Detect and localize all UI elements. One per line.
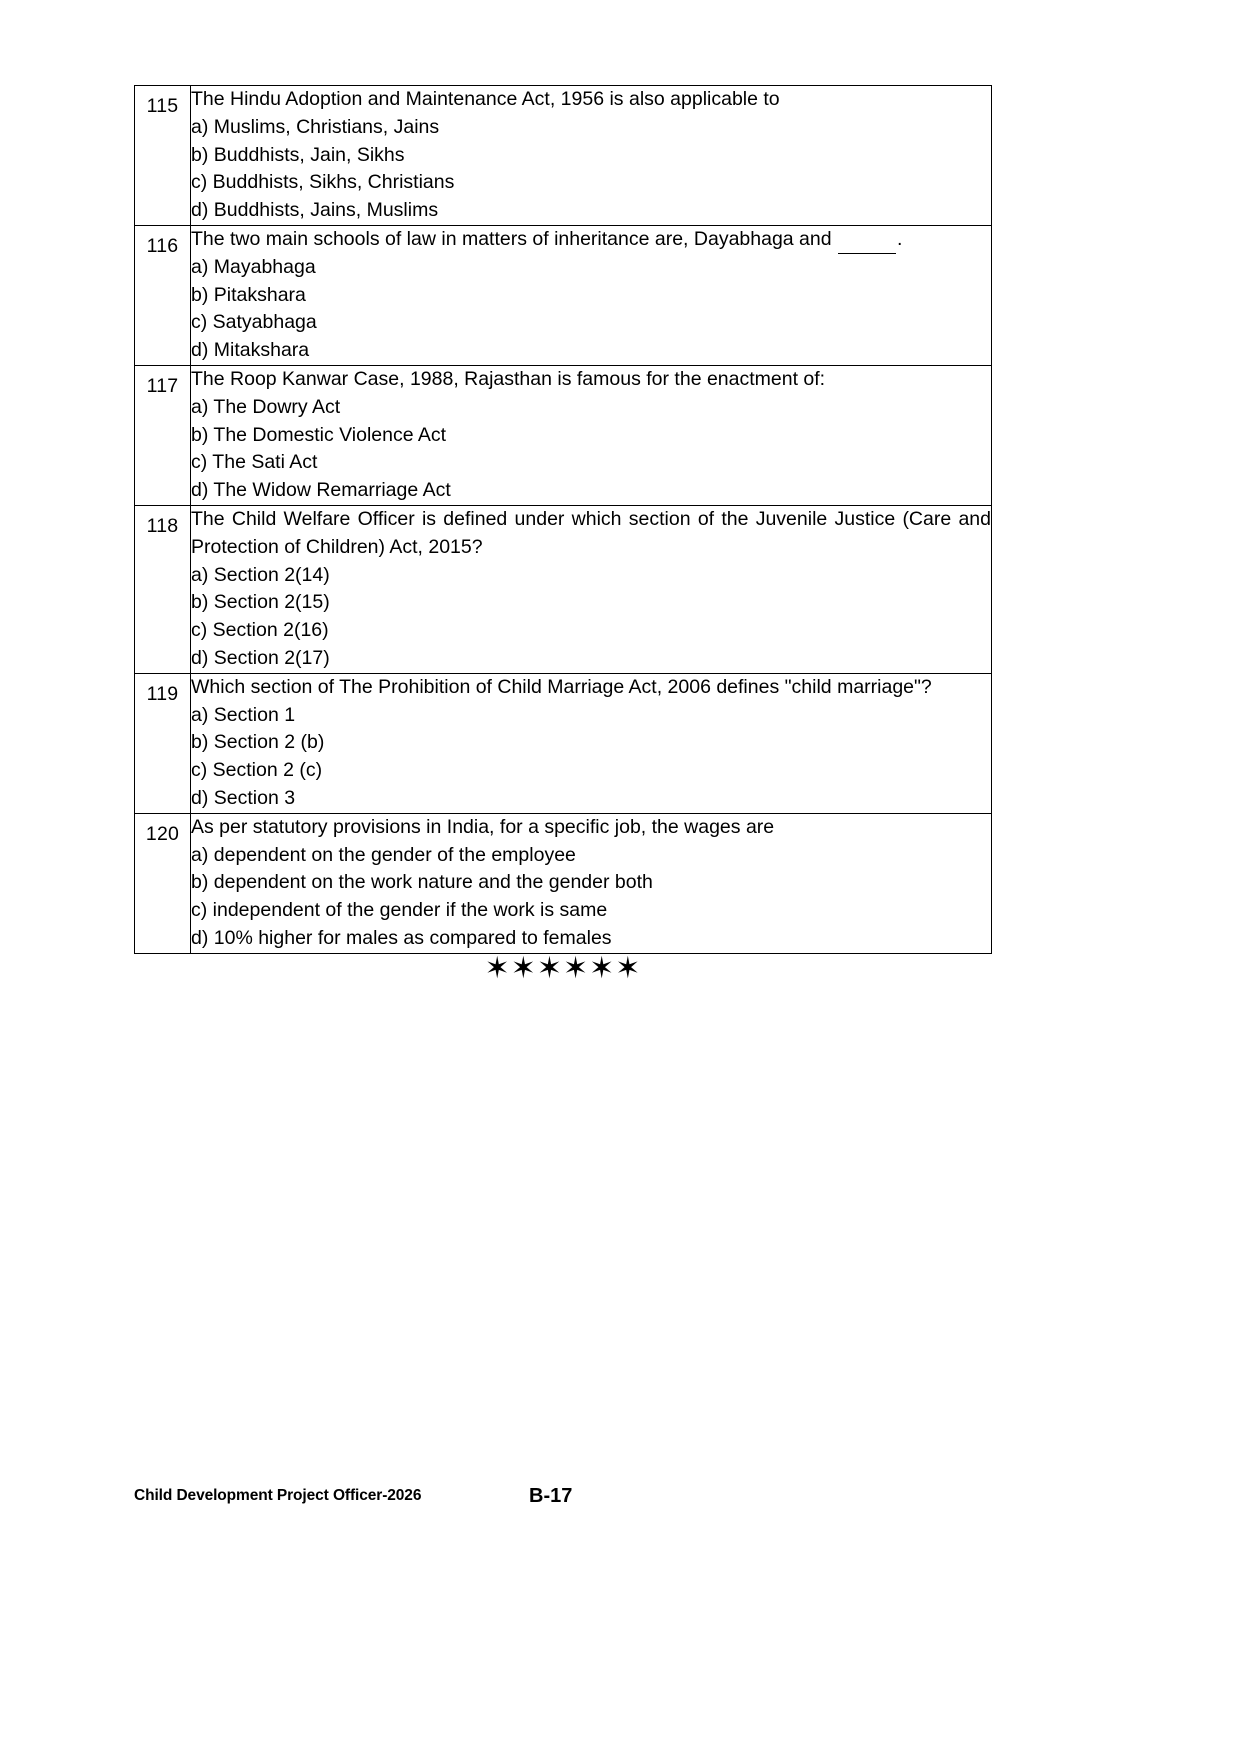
question-stem: The Roop Kanwar Case, 1988, Rajasthan is famous for the enactment of: bbox=[191, 367, 826, 390]
option-a: a) Mayabhaga bbox=[191, 255, 316, 278]
option-b: b) dependent on the work nature and the gender both bbox=[191, 871, 653, 894]
option-a: a) Muslims, Christians, Jains bbox=[191, 115, 440, 138]
end-of-paper-marker: ✶✶✶✶✶✶ bbox=[484, 951, 642, 986]
table-row bbox=[135, 813, 992, 953]
questions-table-body bbox=[135, 86, 992, 954]
option-d: d) Mitakshara bbox=[191, 339, 310, 362]
question-number: 117 bbox=[146, 374, 179, 397]
question-number: 118 bbox=[146, 514, 179, 537]
option-a: a) The Dowry Act bbox=[191, 395, 341, 418]
option-b: b) Section 2 (b) bbox=[191, 731, 325, 754]
question-stem: As per statutory provisions in India, for a specific job, the wages are bbox=[191, 815, 775, 838]
option-c: c) Buddhists, Sikhs, Christians bbox=[191, 171, 455, 194]
option-c: c) Section 2 (c) bbox=[191, 759, 323, 782]
footer-page-label: B-17 bbox=[529, 1485, 573, 1507]
option-a: a) Section 2(14) bbox=[191, 563, 330, 586]
question-body-cell bbox=[191, 225, 992, 365]
question-stem bbox=[191, 226, 991, 254]
option-d: d) Section 3 bbox=[191, 786, 296, 809]
option-b: b) Pitakshara bbox=[191, 283, 306, 306]
page-footer bbox=[134, 1487, 1094, 1513]
table-row bbox=[135, 673, 992, 813]
option-b: b) Buddhists, Jain, Sikhs bbox=[191, 143, 405, 166]
table-row bbox=[135, 505, 992, 673]
question-stem-text: The two main schools of law in matters of inheritance are, Dayabhaga and bbox=[191, 227, 838, 250]
question-number-cell bbox=[135, 225, 191, 365]
question-stem: The Hindu Adoption and Maintenance Act, 1956 is also applicable to bbox=[191, 88, 780, 110]
option-d: d) The Widow Remarriage Act bbox=[191, 479, 451, 502]
question-body-cell bbox=[191, 505, 992, 673]
question-number: 119 bbox=[146, 682, 179, 705]
question-number-cell bbox=[135, 365, 191, 505]
question-number-cell bbox=[135, 673, 191, 813]
fill-in-blank bbox=[838, 237, 896, 254]
table-row bbox=[135, 365, 992, 505]
option-b: b) Section 2(15) bbox=[191, 591, 330, 614]
question-number: 116 bbox=[146, 234, 179, 257]
option-d: d) Section 2(17) bbox=[191, 646, 330, 669]
option-a: a) Section 1 bbox=[191, 703, 296, 726]
option-a: a) dependent on the gender of the employee bbox=[191, 843, 576, 866]
question-stem: Which section of The Prohibition of Child Marriage Act, 2006 defines "child marriage"? bbox=[191, 675, 932, 698]
questions-table bbox=[134, 85, 992, 954]
option-c: c) Satyabhaga bbox=[191, 311, 317, 334]
question-body-cell bbox=[191, 813, 992, 953]
question-body-cell bbox=[191, 86, 992, 226]
question-number: 115 bbox=[146, 95, 179, 117]
table-row bbox=[135, 225, 992, 365]
option-c: c) The Sati Act bbox=[191, 451, 318, 474]
footer-exam-name: Child Development Project Officer-2026 bbox=[134, 1487, 422, 1504]
option-c: c) Section 2(16) bbox=[191, 619, 329, 642]
question-number: 120 bbox=[145, 822, 180, 845]
table-row bbox=[135, 86, 992, 226]
question-stem: The Child Welfare Officer is defined under which section of the Juvenile Justice (Care and Protection of Children) Act, 2015? bbox=[191, 507, 991, 558]
option-d: d) Buddhists, Jains, Muslims bbox=[191, 199, 439, 222]
question-number-cell bbox=[135, 86, 191, 226]
option-b: b) The Domestic Violence Act bbox=[191, 423, 447, 446]
question-body-cell bbox=[191, 365, 992, 505]
option-d: d) 10% higher for males as compared to females bbox=[191, 926, 612, 949]
question-number-cell bbox=[135, 505, 191, 673]
question-body-cell bbox=[191, 673, 992, 813]
question-stem-tail: . bbox=[897, 227, 903, 250]
option-c: c) independent of the gender if the work is same bbox=[191, 899, 608, 922]
question-number-cell bbox=[135, 813, 191, 953]
